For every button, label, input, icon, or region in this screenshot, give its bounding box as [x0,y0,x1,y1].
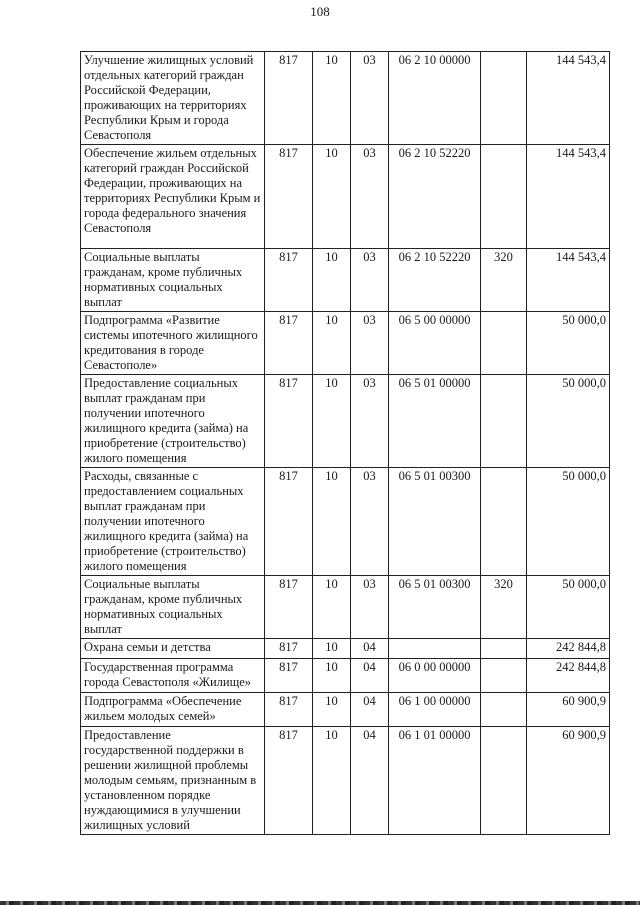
section-code: 10 [313,659,351,693]
section-code: 10 [313,145,351,249]
expense-type-code [481,659,527,693]
department-code: 817 [265,693,313,727]
amount: 144 543,4 [527,249,610,312]
table-row [81,639,610,659]
target-item-code: 06 1 01 00000 [389,727,481,835]
expense-type-code [481,312,527,375]
subsection-code: 04 [351,727,389,835]
expense-type-code [481,145,527,249]
subsection-code: 03 [351,375,389,468]
department-code: 817 [265,249,313,312]
section-code: 10 [313,727,351,835]
amount: 242 844,8 [527,659,610,693]
table-row [81,659,610,693]
target-item-code: 06 5 01 00000 [389,375,481,468]
expense-name: Улучшение жилищных условий отдельных категорий граждан Российской Федерации, проживающих на территориях Республики Крым и города Севастополя [81,52,265,145]
target-item-code: 06 2 10 52220 [389,249,481,312]
scan-edge-artifact [0,901,640,905]
section-code: 10 [313,375,351,468]
amount: 60 900,9 [527,693,610,727]
section-code: 10 [313,312,351,375]
target-item-code: 06 2 10 52220 [389,145,481,249]
department-code: 817 [265,576,313,639]
table-row [81,249,610,312]
expense-name: Подпрограмма «Обеспечение жильем молодых семей» [81,693,265,727]
subsection-code: 03 [351,576,389,639]
department-code: 817 [265,727,313,835]
target-item-code: 06 2 10 00000 [389,52,481,145]
table-row [81,576,610,639]
section-code: 10 [313,639,351,659]
subsection-code: 04 [351,693,389,727]
section-code: 10 [313,249,351,312]
amount: 50 000,0 [527,468,610,576]
target-item-code: 06 5 01 00300 [389,576,481,639]
table-row [81,145,610,249]
subsection-code: 04 [351,639,389,659]
subsection-code: 03 [351,145,389,249]
department-code: 817 [265,312,313,375]
section-code: 10 [313,468,351,576]
expense-type-code [481,639,527,659]
department-code: 817 [265,468,313,576]
table-row [81,727,610,835]
target-item-code: 06 1 00 00000 [389,693,481,727]
department-code: 817 [265,659,313,693]
subsection-code: 03 [351,312,389,375]
department-code: 817 [265,145,313,249]
subsection-code: 03 [351,249,389,312]
subsection-code: 03 [351,468,389,576]
table-row [81,52,610,145]
expense-name: Социальные выплаты гражданам, кроме публичных нормативных социальных выплат [81,249,265,312]
expense-type-code: 320 [481,576,527,639]
department-code: 817 [265,375,313,468]
target-item-code: 06 5 01 00300 [389,468,481,576]
table-row [81,312,610,375]
amount: 242 844,8 [527,639,610,659]
expense-name: Социальные выплаты гражданам, кроме публичных нормативных социальных выплат [81,576,265,639]
expense-type-code: 320 [481,249,527,312]
section-code: 10 [313,52,351,145]
expense-type-code [481,468,527,576]
amount: 50 000,0 [527,576,610,639]
table-row [81,693,610,727]
amount: 144 543,4 [527,52,610,145]
target-item-code [389,639,481,659]
expense-type-code [481,52,527,145]
expense-type-code [481,727,527,835]
target-item-code: 06 5 00 00000 [389,312,481,375]
amount: 144 543,4 [527,145,610,249]
table-row [81,468,610,576]
expense-name: Расходы, связанные с предоставлением социальных выплат гражданам при получении ипотечного жилищного кредита (займа) на приобретение (строительство) жилого помещения [81,468,265,576]
subsection-code: 03 [351,52,389,145]
expense-name: Предоставление социальных выплат гражданам при получении ипотечного жилищного кредита (займа) на приобретение (строительство) жилого помещения [81,375,265,468]
section-code: 10 [313,576,351,639]
section-code: 10 [313,693,351,727]
expense-type-code [481,375,527,468]
expense-name: Охрана семьи и детства [81,639,265,659]
amount: 50 000,0 [527,375,610,468]
expense-type-code [481,693,527,727]
amount: 50 000,0 [527,312,610,375]
budget-table [80,51,610,835]
department-code: 817 [265,639,313,659]
department-code: 817 [265,52,313,145]
target-item-code: 06 0 00 00000 [389,659,481,693]
subsection-code: 04 [351,659,389,693]
expense-name: Обеспечение жильем отдельных категорий граждан Российской Федерации, проживающих на территориях Республики Крым и города федерального значения Севастополя [81,145,265,249]
expense-name: Предоставление государственной поддержки в решении жилищной проблемы молодым семьям, признанным в установленном порядке нуждающимися в улучшении жилищных условий [81,727,265,835]
table-row [81,375,610,468]
expense-name: Подпрограмма «Развитие системы ипотечного жилищного кредитования в городе Севастополе» [81,312,265,375]
page-number: 108 [310,4,330,19]
expense-name: Государственная программа города Севастополя «Жилище» [81,659,265,693]
amount: 60 900,9 [527,727,610,835]
